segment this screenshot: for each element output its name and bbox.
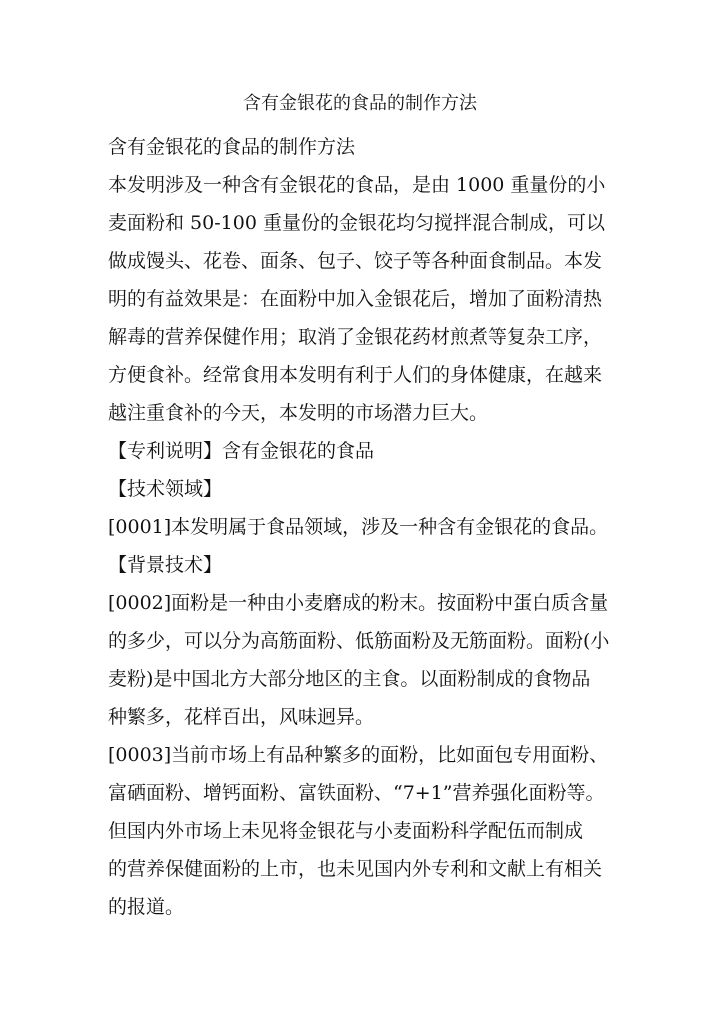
- abstract-line: 明的有益效果是：在面粉中加入金银花后，增加了面粉清热: [108, 288, 603, 310]
- document-title: 含有金银花的食品的制作方法: [243, 93, 477, 114]
- paragraph-0002-line: 的多少，可以分为高筋面粉、低筋面粉及无筋面粉。面粉(小: [108, 630, 610, 652]
- abstract-line: 本发明涉及一种含有金银花的食品，是由 1000 重量份的小: [108, 174, 606, 196]
- paragraph-0003-line: 富硒面粉、增钙面粉、富铁面粉、“7+1”营养强化面粉等。: [108, 782, 605, 804]
- paragraph-0001-line: [0001]本发明属于食品领域，涉及一种含有金银花的食品。: [108, 516, 609, 538]
- paragraph-0003-line: [0003]当前市场上有品种繁多的面粉，比如面包专用面粉、: [108, 744, 609, 766]
- abstract-line: 方便食补。经常食用本发明有利于人们的身体健康，在越来: [108, 364, 603, 386]
- section-heading-background: 【背景技术】: [108, 554, 223, 576]
- paragraph-0002-line: [0002]面粉是一种由小麦磨成的粉末。按面粉中蛋白质含量: [108, 592, 609, 614]
- paragraph-0002-line: 麦粉)是中国北方大部分地区的主食。以面粉制成的食物品: [108, 668, 591, 690]
- abstract-line: 做成馒头、花卷、面条、包子、饺子等各种面食制品。本发: [108, 250, 603, 272]
- document-body: [108, 128, 628, 926]
- section-heading-technical-field: 【技术领域】: [108, 478, 223, 500]
- abstract-line: 解毒的营养保健作用；取消了金银花药材煎煮等复杂工序，: [108, 326, 603, 348]
- subtitle-line: 含有金银花的食品的制作方法: [108, 136, 356, 158]
- paragraph-0003-line: 的报道。: [108, 896, 185, 918]
- paragraph-0003-line: 的营养保健面粉的上市，也未见国内外专利和文献上有相关: [108, 858, 603, 880]
- paragraph-0003-line: 但国内外市场上未见将金银花与小麦面粉科学配伍而制成: [108, 820, 584, 842]
- section-heading-patent-description: 【专利说明】含有金银花的食品: [108, 440, 375, 462]
- abstract-line: 麦面粉和 50-100 重量份的金银花均匀搅拌混合制成，可以: [108, 212, 605, 234]
- abstract-line: 越注重食补的今天，本发明的市场潜力巨大。: [108, 402, 489, 424]
- paragraph-0002-line: 种繁多，花样百出，风味迥异。: [108, 706, 375, 728]
